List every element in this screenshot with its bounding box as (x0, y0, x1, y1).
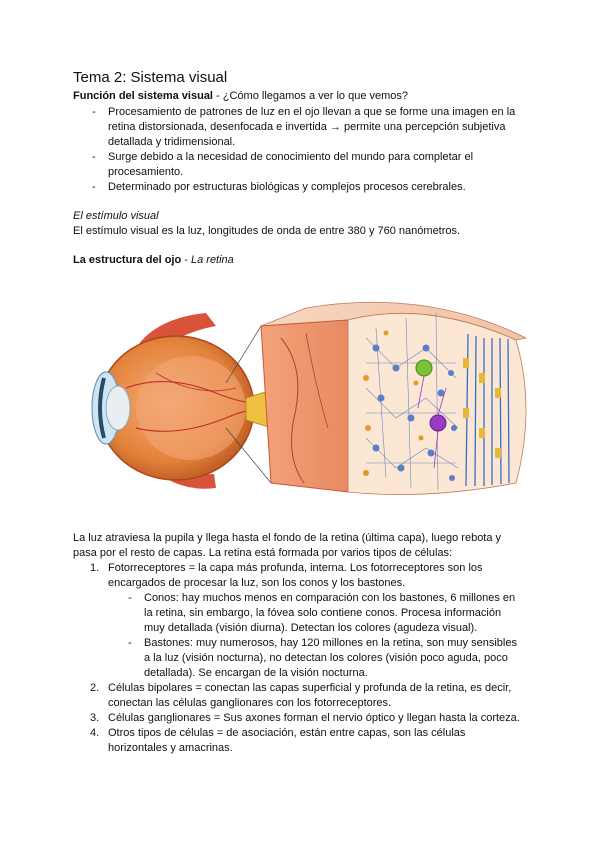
subitem-dash: - (128, 592, 132, 604)
subitem-line: detallada). Se encargan de la visión nocturna. (144, 667, 368, 679)
heading-rest: - ¿Cómo llegamos a ver lo que vemos? (213, 90, 409, 102)
item-line: Fotorreceptores = la capa más profunda, interna. Los fotorreceptores son los (108, 562, 483, 574)
bullet-line: detallada y tridimensional. (108, 136, 236, 148)
item-line: encargados de procesar la luz, son los conos y los bastones. (108, 577, 406, 589)
page-title: Tema 2: Sistema visual (73, 69, 228, 86)
item-number: 3. (90, 712, 100, 724)
item-number: 1. (90, 562, 100, 574)
bullet-dash: - (92, 106, 96, 118)
item-line: conectan las células ganglionares con los fotorreceptores. (108, 697, 392, 709)
bullet-line: Determinado por estructuras biológicas y complejos procesos cerebrales. (108, 181, 466, 193)
paragraph-estimulo: El estímulo visual es la luz, longitudes de onda de entre 380 y 760 nanómetros. (73, 225, 461, 237)
bullet-line: retina distorsionada, desenfocada e invertida → permite una percepción subjetiva (108, 121, 506, 133)
bullet-line: Procesamiento de patrones de luz en el ojo llevan a que se forme una imagen en la (108, 106, 516, 118)
section-heading-estimulo: El estímulo visual (73, 210, 159, 222)
item-number: 2. (90, 682, 100, 694)
bipolar-cell-highlight (416, 360, 432, 376)
eye-retina-illustration (66, 278, 540, 510)
subitem-line: Conos: hay muchos menos en comparación con los bastones, 6 millones en (144, 592, 516, 604)
bullet-line: Surge debido a la necesidad de conocimiento del mundo para completar el (108, 151, 474, 163)
section-heading-funcion (73, 89, 408, 104)
eye-inner-shape (136, 356, 246, 460)
item-line: Células bipolares = conectan las capas superficial y profunda de la retina, es decir, (108, 682, 512, 694)
retina-block-front (261, 320, 348, 492)
amacrine-cell-highlight (430, 415, 446, 431)
item-number: 4. (90, 727, 100, 739)
intro-line: pasa por el resto de capas. La retina está formada por varios tipos de células: (73, 547, 453, 559)
item-line: Células ganglionares = Sus axones forman el nervio óptico y llegan hasta la corteza. (108, 712, 520, 724)
heading-bold: Función del sistema visual (73, 90, 213, 102)
bullet-line: procesamiento. (108, 166, 184, 178)
section-heading-estructura (73, 253, 234, 268)
item-line: horizontales y amacrinas. (108, 742, 233, 754)
subitem-line: muy detallada (visión diurna). Detectan los colores (agudeza visual). (144, 622, 478, 634)
subitem-line: Bastones: muy numerosos, hay 120 millones en la retina, son muy sensibles (144, 637, 517, 649)
subitem-line: a la luz (visión nocturna), no detectan los colores (visión poco aguda, poco (144, 652, 508, 664)
bullet-dash: - (92, 181, 96, 193)
lens-shape (106, 386, 130, 430)
heading-bold: La estructura del ojo (73, 254, 182, 266)
bullet-dash: - (92, 151, 96, 163)
item-line: Otros tipos de células = de asociación, están entre capas, son las células (108, 727, 466, 739)
subitem-dash: - (128, 637, 132, 649)
heading-italic: La retina (190, 254, 234, 266)
heading-sep: - (181, 254, 191, 266)
intro-line: La luz atraviesa la pupila y llega hasta el fondo de la retina (última capa), luego rebota y (73, 532, 502, 544)
subitem-line: la retina, sin embargo, la fóvea solo contiene conos. Procesa información (144, 607, 502, 619)
